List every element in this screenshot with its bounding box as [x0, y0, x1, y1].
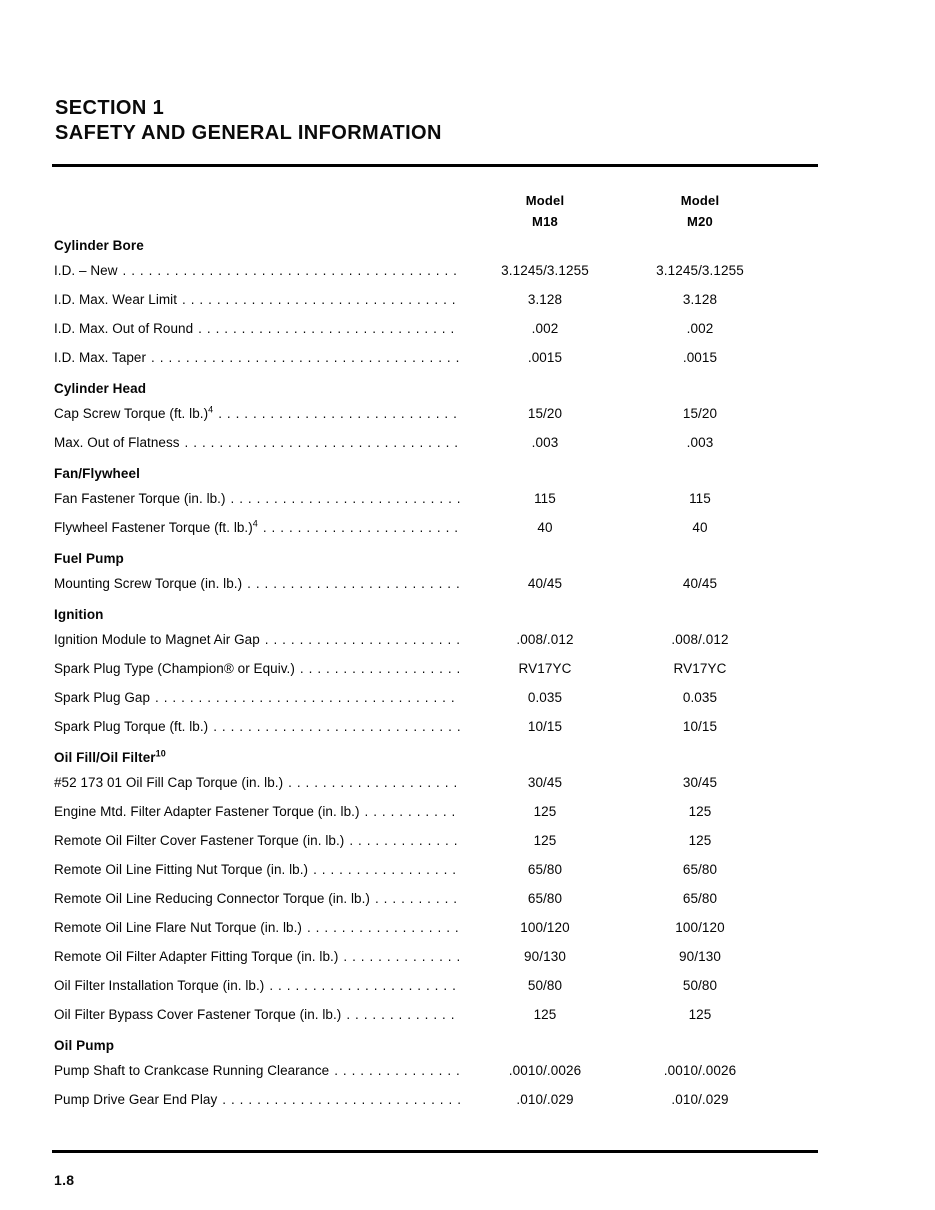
table-row — [54, 654, 818, 683]
leader-dots — [267, 971, 460, 1000]
leader-dots — [245, 569, 460, 598]
spec-group-title: Ignition — [54, 607, 104, 622]
spec-value-m18: 100/120 — [520, 920, 570, 935]
spec-value-m18: .0010/.0026 — [508, 1063, 582, 1078]
spec-value-m20: 0.035 — [682, 690, 718, 705]
leader-dots — [347, 826, 460, 855]
specification-table — [54, 238, 818, 1114]
spec-value-m18: 0.035 — [527, 690, 563, 705]
footnote-marker: 4 — [208, 404, 214, 415]
leader-dots — [153, 683, 460, 712]
spec-value-m20: .002 — [686, 321, 714, 336]
table-row — [54, 314, 818, 343]
table-row — [54, 942, 818, 971]
table-row — [54, 513, 818, 542]
spec-value-m18: .010/.029 — [516, 1092, 574, 1107]
spec-value-m18: .002 — [531, 321, 559, 336]
spec-label-cell — [54, 942, 460, 971]
spec-value-m20: 125 — [688, 804, 712, 819]
spec-label: I.D. Max. Out of Round — [54, 321, 194, 336]
spec-value-m18: RV17YC — [518, 661, 572, 676]
column-header-m20 — [625, 190, 775, 232]
spec-label-cell — [54, 1085, 460, 1114]
spec-label: Ignition Module to Magnet Air Gap — [54, 632, 260, 647]
spec-value-m18: 50/80 — [527, 978, 563, 993]
table-row — [54, 484, 818, 513]
table-row — [54, 826, 818, 855]
spec-value-m18: .003 — [531, 435, 559, 450]
spec-value-m18: 3.1245/3.1255 — [501, 263, 589, 278]
spec-label: Engine Mtd. Filter Adapter Fastener Torque (in. lb.) — [54, 804, 360, 819]
spec-label-cell — [54, 654, 460, 683]
spec-value-m20: 115 — [689, 491, 711, 506]
spec-label: Pump Shaft to Crankcase Running Clearance — [54, 1063, 330, 1078]
spec-value-m20: .010/.029 — [671, 1092, 729, 1107]
spec-group — [54, 598, 818, 741]
spec-label-cell — [54, 712, 460, 741]
spec-value-m20: 65/80 — [682, 862, 718, 877]
spec-label-cell — [54, 971, 460, 1000]
spec-value-m18: 3.128 — [527, 292, 563, 307]
spec-value-m18: 40 — [537, 520, 553, 535]
spec-label: I.D. – New — [54, 263, 118, 278]
header-divider — [52, 164, 818, 167]
spec-value-m20: 3.128 — [682, 292, 718, 307]
spec-label-cell — [54, 884, 460, 913]
leader-dots — [286, 768, 460, 797]
section-number: SECTION 1 — [55, 97, 165, 119]
spec-label-cell — [54, 399, 460, 428]
spec-label-cell — [54, 285, 460, 314]
spec-label-cell — [54, 855, 460, 884]
leader-dots — [180, 285, 460, 314]
leader-dots — [229, 484, 460, 513]
column-header-m18-line1: Model — [525, 193, 565, 208]
leader-dots — [183, 428, 460, 457]
table-row — [54, 683, 818, 712]
table-column-headers — [470, 190, 820, 234]
footer-divider — [52, 1150, 818, 1153]
table-row — [54, 913, 818, 942]
leader-dots — [220, 1085, 460, 1114]
spec-value-m20: 125 — [688, 1007, 712, 1022]
leader-dots — [332, 1056, 460, 1085]
table-row — [54, 1056, 818, 1085]
spec-label-cell — [54, 826, 460, 855]
spec-value-m20: 65/80 — [682, 891, 718, 906]
spec-value-m18: 65/80 — [527, 862, 563, 877]
spec-value-m20: 40 — [692, 520, 708, 535]
table-row — [54, 797, 818, 826]
table-row — [54, 569, 818, 598]
spec-value-m18: 90/130 — [524, 949, 566, 964]
spec-label: Remote Oil Filter Cover Fastener Torque (in. lb.) — [54, 833, 345, 848]
footnote-marker: 10 — [155, 748, 166, 759]
leader-dots — [344, 1000, 460, 1029]
spec-value-m20: 125 — [688, 833, 712, 848]
spec-label: Oil Filter Bypass Cover Fastener Torque (in. lb.) — [54, 1007, 342, 1022]
leader-dots — [311, 855, 460, 884]
spec-value-m20: RV17YC — [673, 661, 727, 676]
leader-dots — [216, 399, 460, 428]
spec-group — [54, 372, 818, 457]
spec-group — [54, 1029, 818, 1114]
spec-group — [54, 741, 818, 1029]
spec-label: Spark Plug Type (Champion® or Equiv.) — [54, 661, 295, 676]
leader-dots — [196, 314, 460, 343]
spec-label: Spark Plug Gap — [54, 690, 151, 705]
spec-group-title: Cylinder Head — [54, 381, 147, 396]
spec-group — [54, 457, 818, 542]
spec-value-m18: 30/45 — [527, 775, 563, 790]
spec-value-m20: 40/45 — [682, 576, 718, 591]
spec-value-m20: .0010/.0026 — [663, 1063, 737, 1078]
leader-dots — [373, 884, 460, 913]
table-row — [54, 855, 818, 884]
spec-label: I.D. Max. Taper — [54, 350, 147, 365]
spec-label: Mounting Screw Torque (in. lb.) — [54, 576, 243, 591]
spec-value-m20: 100/120 — [675, 920, 725, 935]
leader-dots — [341, 942, 460, 971]
spec-value-m18: 125 — [533, 833, 557, 848]
table-row — [54, 428, 818, 457]
spec-label-cell — [54, 513, 460, 542]
spec-label: #52 173 01 Oil Fill Cap Torque (in. lb.) — [54, 775, 284, 790]
spec-label: Spark Plug Torque (ft. lb.) — [54, 719, 209, 734]
spec-label-cell — [54, 256, 460, 285]
spec-value-m20: 90/130 — [679, 949, 721, 964]
spec-label-cell — [54, 343, 460, 372]
column-header-m20-line2: M20 — [687, 214, 713, 229]
spec-label: Flywheel Fastener Torque (ft. lb.)$^4$ — [54, 518, 258, 535]
spec-value-m18: 125 — [533, 1007, 557, 1022]
spec-label: Remote Oil Line Reducing Connector Torque (in. lb.) — [54, 891, 370, 906]
spec-value-m20: 3.1245/3.1255 — [656, 263, 744, 278]
leader-dots — [261, 513, 460, 542]
table-row — [54, 712, 818, 741]
table-row — [54, 1085, 818, 1114]
spec-value-m18: .0015 — [527, 350, 563, 365]
spec-value-m18: 40/45 — [527, 576, 563, 591]
page-number: 1.8 — [54, 1172, 75, 1188]
table-row — [54, 768, 818, 797]
footnote-marker: 4 — [252, 518, 258, 529]
spec-value-m18: 125 — [533, 804, 557, 819]
table-row — [54, 256, 818, 285]
spec-group — [54, 542, 818, 598]
leader-dots — [211, 712, 460, 741]
table-row — [54, 884, 818, 913]
spec-value-m18: 65/80 — [527, 891, 563, 906]
spec-label-cell — [54, 428, 460, 457]
spec-value-m18: 10/15 — [527, 719, 563, 734]
spec-value-m20: .0015 — [682, 350, 718, 365]
leader-dots — [305, 913, 460, 942]
spec-value-m20: .008/.012 — [671, 632, 729, 647]
spec-label: Pump Drive Gear End Play — [54, 1092, 218, 1107]
spec-group-title: Oil Fill/Oil Filter$^{10}$ — [54, 748, 166, 765]
column-header-m20-line1: Model — [680, 193, 720, 208]
spec-group-title: Fuel Pump — [54, 551, 124, 566]
spec-label: Oil Filter Installation Torque (in. lb.) — [54, 978, 265, 993]
spec-value-m20: 15/20 — [682, 406, 718, 421]
table-row — [54, 343, 818, 372]
column-header-m18-line2: M18 — [532, 214, 558, 229]
leader-dots — [263, 625, 460, 654]
spec-group-title: Fan/Flywheel — [54, 466, 140, 481]
spec-label: Fan Fastener Torque (in. lb.) — [54, 491, 226, 506]
spec-value-m18: .008/.012 — [516, 632, 574, 647]
spec-label-cell — [54, 768, 460, 797]
spec-label-cell — [54, 1000, 460, 1029]
spec-label: Remote Oil Line Fitting Nut Torque (in. lb.) — [54, 862, 309, 877]
spec-label: Remote Oil Filter Adapter Fitting Torque (in. lb.) — [54, 949, 339, 964]
section-title: SAFETY AND GENERAL INFORMATION — [55, 122, 442, 144]
spec-label-cell — [54, 314, 460, 343]
spec-label-cell — [54, 1056, 460, 1085]
spec-value-m20: .003 — [686, 435, 714, 450]
leader-dots — [121, 256, 460, 285]
spec-value-m20: 10/15 — [682, 719, 718, 734]
spec-label-cell — [54, 484, 460, 513]
spec-label: Remote Oil Line Flare Nut Torque (in. lb.) — [54, 920, 302, 935]
spec-value-m20: 50/80 — [682, 978, 718, 993]
spec-group-title: Cylinder Bore — [54, 238, 144, 253]
table-row — [54, 1000, 818, 1029]
leader-dots — [149, 343, 460, 372]
spec-value-m18: 15/20 — [527, 406, 563, 421]
spec-group — [54, 238, 818, 372]
spec-label: I.D. Max. Wear Limit — [54, 292, 178, 307]
spec-label-cell — [54, 913, 460, 942]
spec-label: Max. Out of Flatness — [54, 435, 180, 450]
spec-value-m18: 115 — [534, 491, 556, 506]
table-row — [54, 971, 818, 1000]
spec-label-cell — [54, 625, 460, 654]
leader-dots — [298, 654, 460, 683]
spec-label: Cap Screw Torque (ft. lb.)$^4$ — [54, 404, 214, 421]
leader-dots — [363, 797, 461, 826]
spec-label-cell — [54, 797, 460, 826]
spec-group-title: Oil Pump — [54, 1038, 115, 1053]
spec-label-cell — [54, 569, 460, 598]
spec-value-m20: 30/45 — [682, 775, 718, 790]
page-title — [55, 96, 755, 146]
table-row — [54, 399, 818, 428]
table-row — [54, 285, 818, 314]
column-header-m18 — [470, 190, 620, 232]
spec-label-cell — [54, 683, 460, 712]
table-row — [54, 625, 818, 654]
